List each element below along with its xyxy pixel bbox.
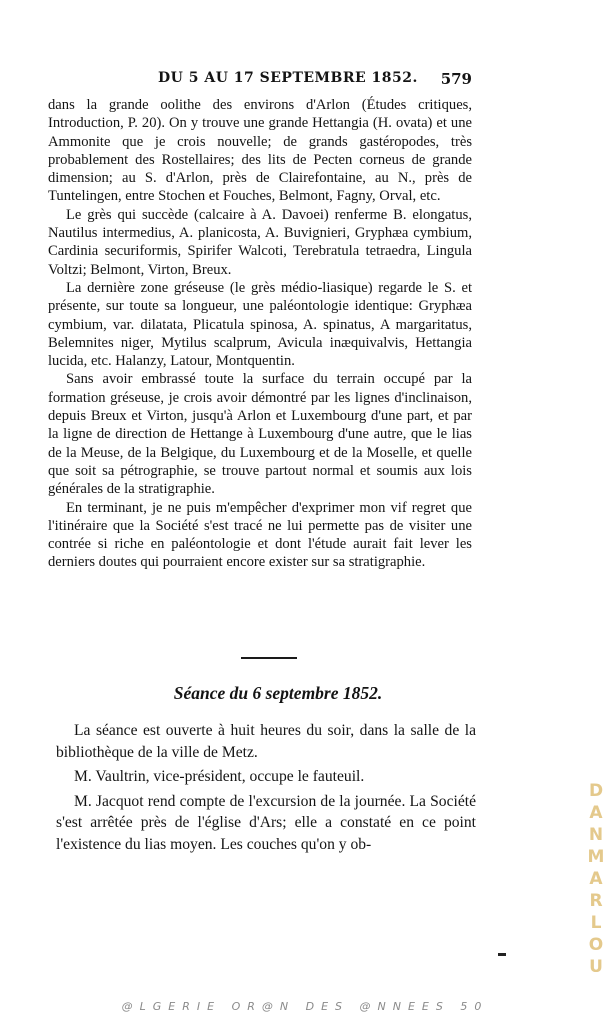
section-divider <box>241 657 297 659</box>
running-title: DU 5 AU 17 SEPTEMBRE 1852. <box>158 70 418 86</box>
paragraph: Le grès qui succède (calcaire à A. Davoei) renferme B. elongatus, Nautilus intermedius, A. planicosta, A. Buvignieri, Gryphæa cymbium, Cardinia securiformis, Spirifer Walcoti, Terebratula tetraedra, Lingula Voltzi; Belmont, Virton, Breux. <box>48 206 472 278</box>
seance-title: Séance du 6 septembre 1852. <box>173 683 383 703</box>
paragraph: M. Vaultrin, vice-président, occupe le fauteuil. <box>74 768 365 785</box>
printer-mark <box>498 953 506 956</box>
vertical-watermark: DANMARLOU <box>587 781 605 977</box>
page-number: 579 <box>440 70 472 88</box>
paragraph: Sans avoir embrassé toute la surface du terrain occupé par la formation gréseuse, je crois avoir démontré par les lignes d'inclinaison, depuis Breux et Virton, jusqu'à Arlon et Luxembourg d'une part, et par la ligne de direction de Hettange à Luxembourg d'une autre, que le lias de la Meuse, de la Belgique, du Luxembourg et de la Moselle, et quelle que soit sa pétrographie, se trouve partout normal et soumis aux lois générales de la stratigraphie. <box>48 371 472 498</box>
paragraph: M. Jacquot rend compte de l'excursion de la journée. La Société s'est arrêtée près de l'église d'Ars; elle a constaté en ce point l'existence du lias moyen. Les couches qu'on y ob- <box>56 792 476 853</box>
paragraph: La séance est ouverte à huit heures du soir, dans la salle de la bibliothèque de la ville de Metz. <box>56 722 476 761</box>
paragraph: dans la grande oolithe des environs d'Arlon (Études critiques, Introduction, P. 20). On y trouve une grande Hettangia (H. ovata) et une Ammonite que je crois nouvelle; de grands gastéropodes, très probablement des Rostellaires; des lits de Pecten corneus de grande dimension; au S. d'Arlon, près de Clairefontaine, au N., près de Tuntelingen, entre Stochen et Fouches, Belmont, Fagny, Orval, etc. <box>48 97 472 205</box>
body-text <box>48 96 472 572</box>
page-header <box>48 70 472 90</box>
seance-body <box>56 720 476 858</box>
paragraph: La dernière zone gréseuse (le grès médio-liasique) regarde le S. et présente, sur toute sa longueur, une paléontologie identique: Gryphæa cymbium, var. dilatata, Plicatula spinosa, A. spinatus, A margaritatus, Belemnites niger, Mytilus scalprum, Avicula inæquivalvis, Hettangia lucida, etc. Halanzy, Latour, Montquentin. <box>48 279 472 370</box>
bottom-watermark: @LGERIE OR@N DES @NNEES 50 <box>121 1000 489 1013</box>
paragraph: En terminant, je ne puis m'empêcher d'exprimer mon vif regret que l'itinéraire que la Société s'est tracé ne lui permette pas de visiter une contrée si riche en paléontologie et dont l'étude aurait fait lever les derniers doutes qui pourraient encore exister sur sa stratigraphie. <box>48 499 472 571</box>
